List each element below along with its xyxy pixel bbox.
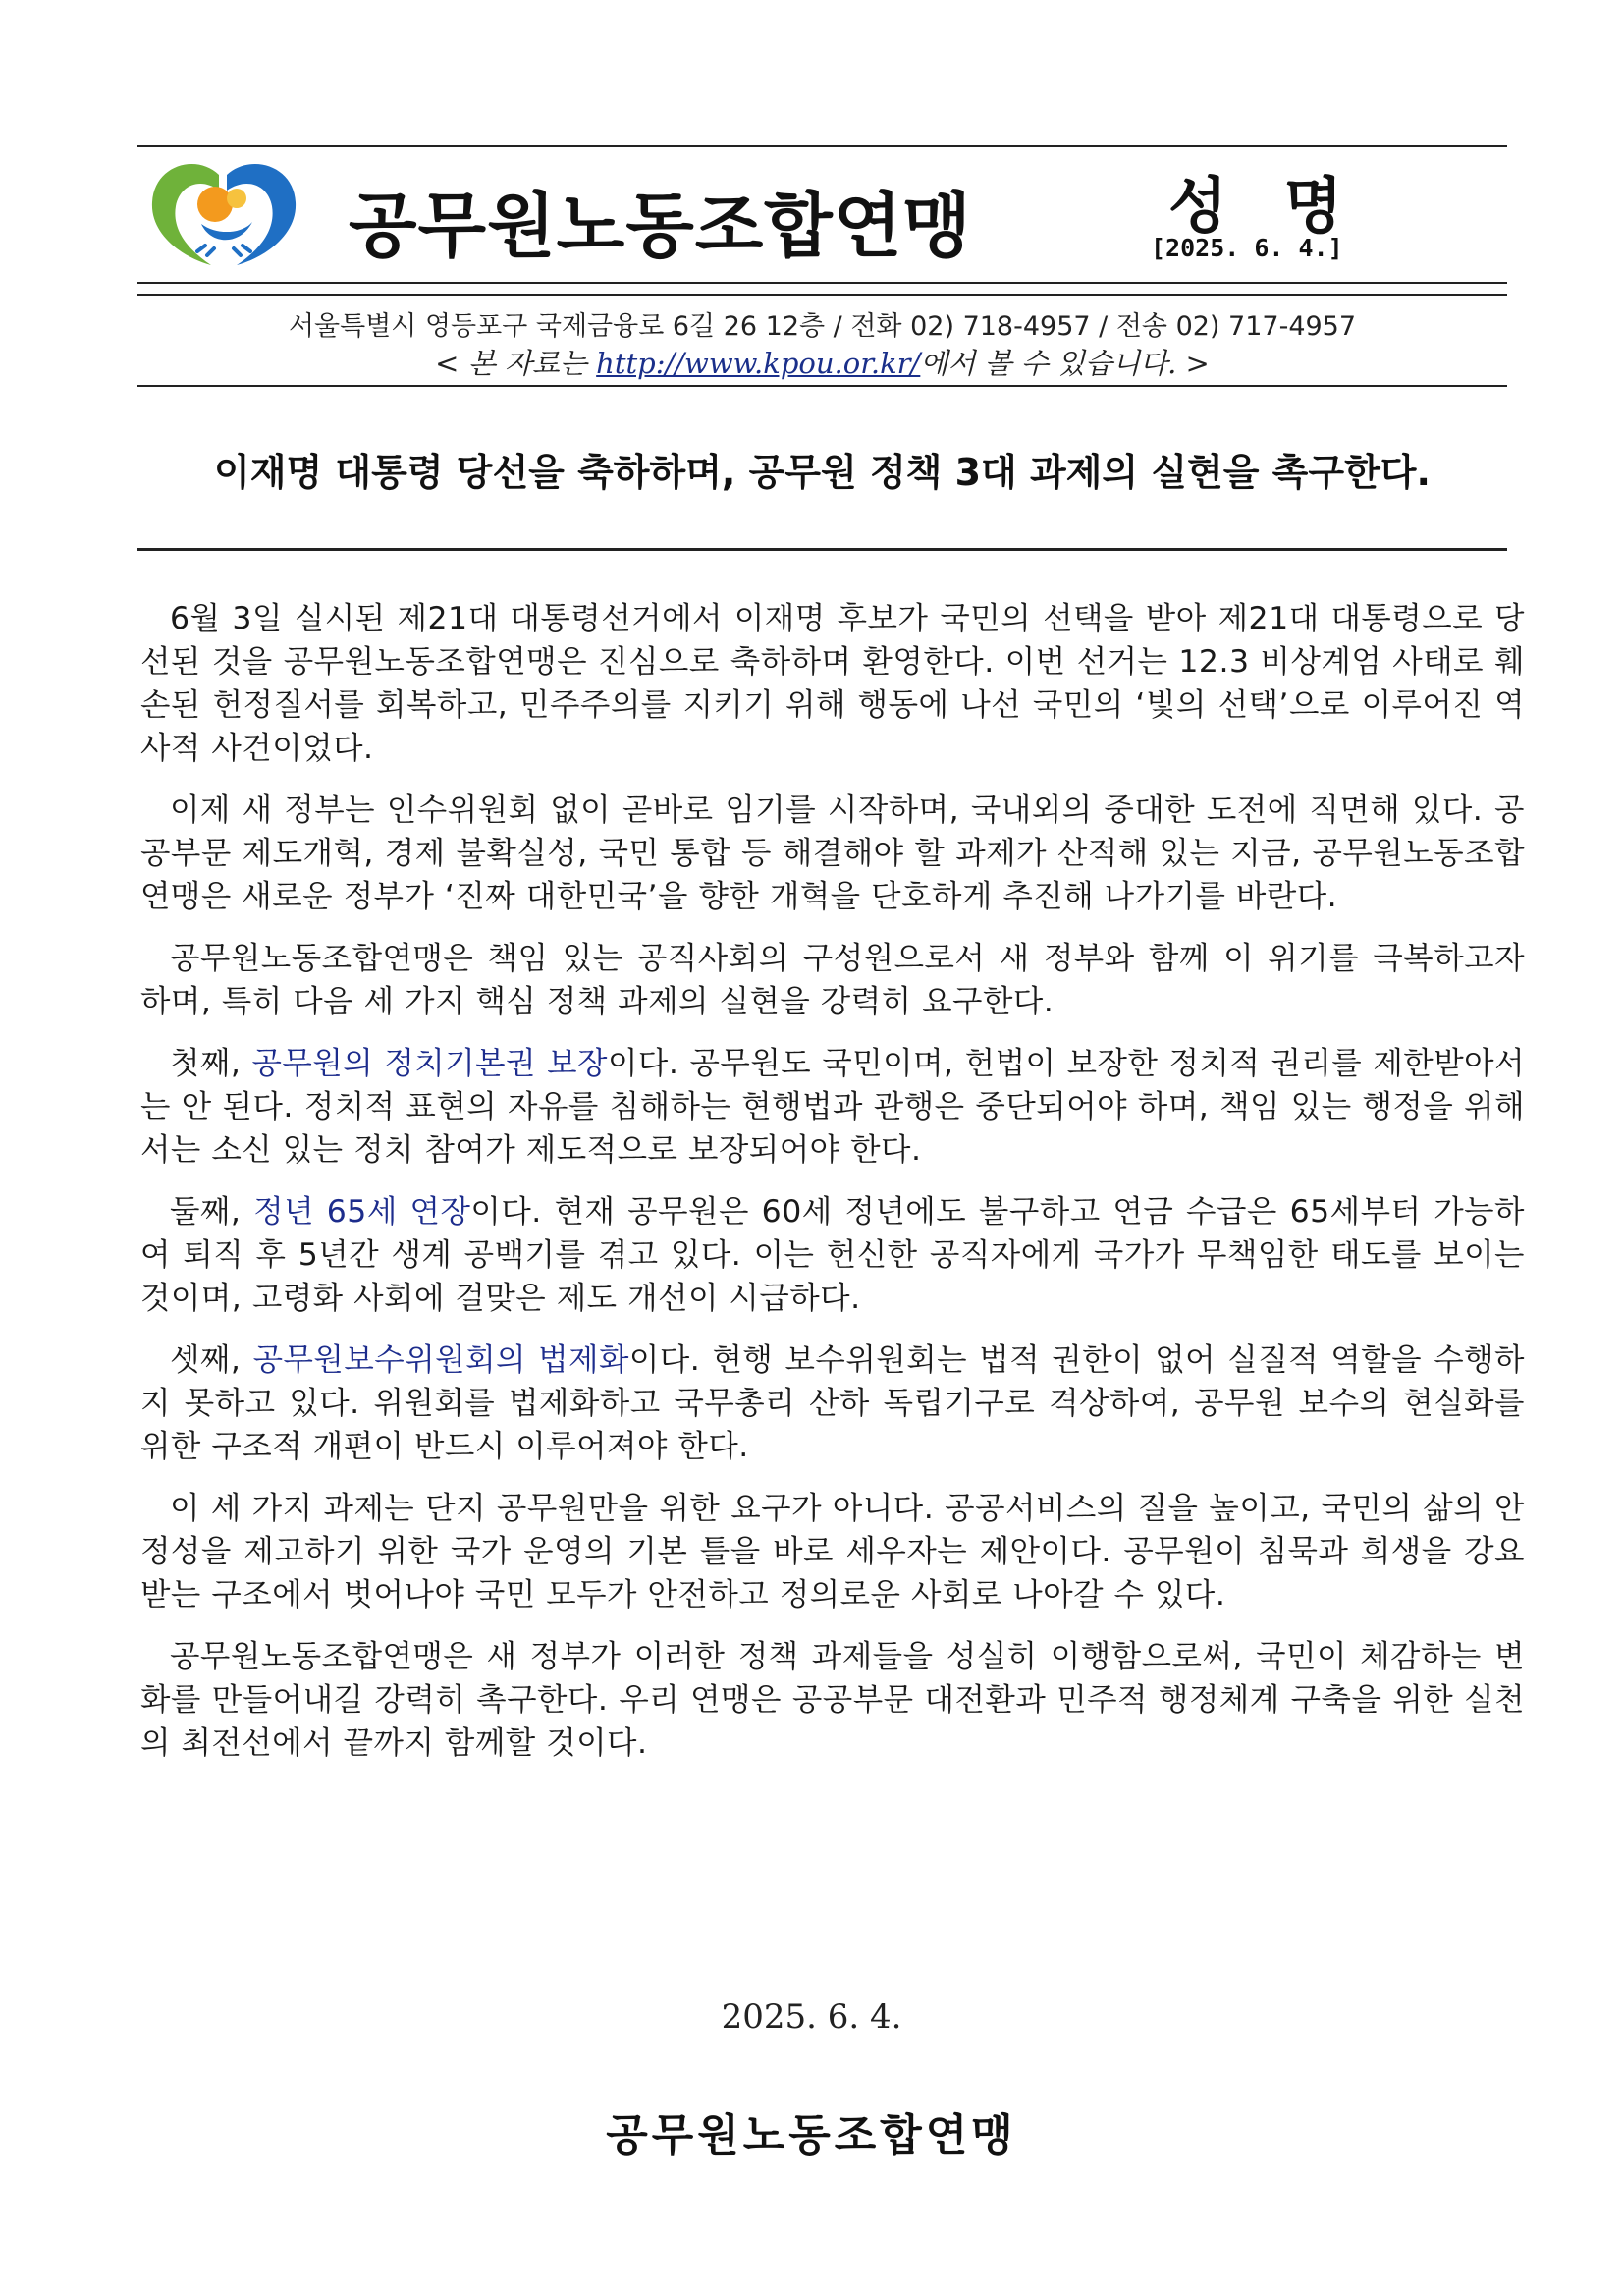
paragraph-2: 이제 새 정부는 인수위원회 없이 곧바로 임기를 시작하며, 국내외의 중대한 도전에 직면해 있다. 공공부문 제도개혁, 경제 불확실성, 국민 통합 등 해결해야 할 과제가 산적해 있는 지금, 공무원노동조합연맹은 새로운 정부가 ‘진짜 대한민국’을 향한 개혁을 단호하게 추진해 나가기를 바란다.: [140, 793, 1525, 914]
website-notice: [137, 342, 1507, 382]
header-rule-1: [137, 282, 1507, 284]
notice-suffix: 에서 볼 수 있습니다. >: [920, 347, 1210, 380]
doc-type-label: 성 명: [1168, 170, 1361, 242]
union-logo-icon: [142, 155, 304, 271]
header-rule-2: [137, 294, 1507, 296]
website-link[interactable]: http://www.kpou.or.kr/: [596, 347, 921, 380]
paragraph-6: [140, 1339, 1525, 1468]
paragraph-6-highlight: 공무원보수위원회의 법제화: [252, 1342, 629, 1378]
contact-rule: [137, 385, 1507, 387]
top-rule: [137, 145, 1507, 147]
statement-body: [140, 597, 1525, 1783]
paragraph-5-rest: 이다. 현재 공무원은 60세 정년에도 불구하고 연금 수급은 65세부터 가능하여 퇴직 후 5년간 생계 공백기를 겪고 있다. 이는 헌신한 공직자에게 국가가 무책임한 태도를 보이는 것이며, 고령화 사회에 걸맞은 제도 개선이 시급하다.: [140, 1194, 1525, 1316]
contact-address: 서울특별시 영등포구 국제금융로 6길 26 12층 / 전화 02) 718-4957 / 전송 02) 717-4957: [288, 311, 1357, 342]
statement-headline: 이재명 대통령 당선을 축하하며, 공무원 정책 3대 과제의 실현을 촉구한다.: [214, 451, 1431, 494]
closing-org-name: 공무원노동조합연맹: [606, 2110, 1017, 2160]
paragraph-4-highlight: 공무원의 정치기본권 보장: [251, 1046, 608, 1081]
paragraph-5-highlight: 정년 65세 연장: [253, 1194, 471, 1230]
paragraph-3: 공무원노동조합연맹은 책임 있는 공직사회의 구성원으로서 새 정부와 함께 이 위기를 극복하고자 하며, 특히 다음 세 가지 핵심 정책 과제의 실현을 강력히 요구한다.: [140, 941, 1525, 1019]
org-title: 공무원노동조합연맹: [349, 185, 972, 267]
paragraph-6-rest: 이다. 현행 보수위원회는 법적 권한이 없어 실질적 역할을 수행하지 못하고 있다. 위원회를 법제화하고 국무총리 산하 독립기구로 격상하여, 공무원 보수의 현실화를 위한 구조적 개편이 반드시 이루어져야 한다.: [140, 1342, 1525, 1464]
headline-rule: [137, 548, 1507, 551]
paragraph-4-lead: 첫째,: [170, 1046, 252, 1081]
notice-prefix: < 본 자료는: [435, 347, 597, 380]
paragraph-8: 공무원노동조합연맹은 새 정부가 이러한 정책 과제들을 성실히 이행함으로써, 국민이 체감하는 변화를 만들어내길 강력히 촉구한다. 우리 연맹은 공공부문 대전환과 민주적 행정체계 구축을 위한 실천의 최전선에서 끝까지 함께할 것이다.: [140, 1639, 1525, 1761]
closing-date: 2025. 6. 4.: [721, 1997, 902, 2037]
paragraph-4-rest: 이다. 공무원도 국민이며, 헌법이 보장한 정치적 권리를 제한받아서는 안 된다. 정치적 표현의 자유를 침해하는 현행법과 관행은 중단되어야 하며, 책임 있는 행정을 위해서는 소신 있는 정치 참여가 제도적으로 보장되어야 한다.: [140, 1046, 1525, 1168]
paragraph-5: [140, 1190, 1525, 1320]
paragraph-1: 6월 3일 실시된 제21대 대통령선거에서 이재명 후보가 국민의 선택을 받아 제21대 대통령으로 당선된 것을 공무원노동조합연맹은 진심으로 축하하며 환영한다. 이번 선거는 12.3 비상계엄 사태로 훼손된 헌정질서를 회복하고, 민주주의를 지키기 위해 행동에 나선 국민의 ‘빛의 선택’으로 이루어진 역사적 사건이었다.: [140, 601, 1525, 766]
paragraph-5-lead: 둘째,: [170, 1194, 254, 1230]
paragraph-4: [140, 1042, 1525, 1172]
paragraph-6-lead: 셋째,: [170, 1342, 253, 1378]
doc-date: [2025. 6. 4.]: [1151, 234, 1343, 262]
paragraph-7: 이 세 가지 과제는 단지 공무원만을 위한 요구가 아니다. 공공서비스의 질을 높이고, 국민의 삶의 안정성을 제고하기 위한 국가 운영의 기본 틀을 바로 세우자는 제안이다. 공무원이 침묵과 희생을 강요받는 구조에서 벗어나야 국민 모두가 안전하고 정의로운 사회로 나아갈 수 있다.: [140, 1491, 1525, 1613]
